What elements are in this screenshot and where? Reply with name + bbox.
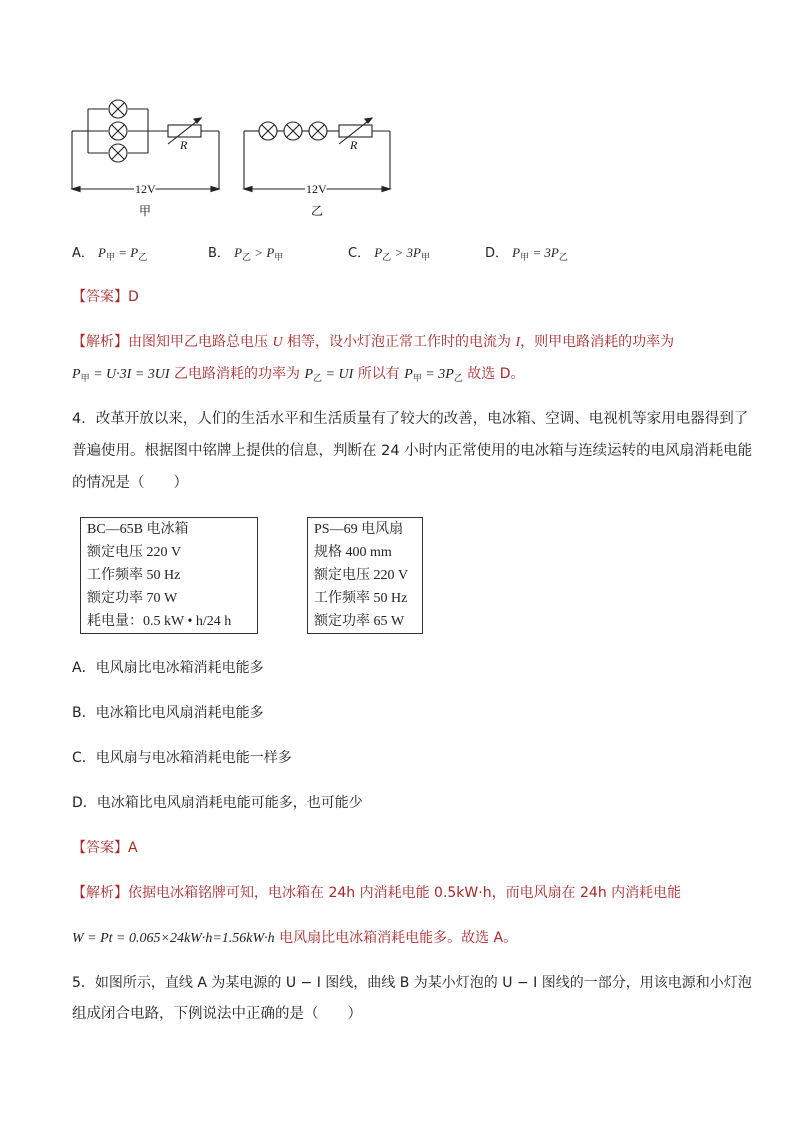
q4-option-d[interactable]: D．电冰箱比电风扇消耗电能可能多，也可能少 xyxy=(72,795,363,811)
formula-ratio: $P_甲 = 3P_乙$ xyxy=(404,367,463,383)
q3-answer xyxy=(72,287,139,307)
voltage-label-yi: 12V xyxy=(306,182,327,196)
q3-option-c[interactable]: C． $P_乙 > 3P_甲$ xyxy=(348,245,430,262)
answer-tag: 【答案】 xyxy=(72,289,128,305)
circuit-label-yi: 乙 xyxy=(311,204,324,218)
voltage-label-jia: 12V xyxy=(135,182,156,196)
q5-stem-line2: 组成闭合电路，下例说法中正确的是（ ） xyxy=(72,1006,362,1022)
q4-stem-line3: 的情况是（ ） xyxy=(72,475,188,491)
lamp-icon xyxy=(109,122,127,140)
answer-value: A xyxy=(128,840,138,856)
answer-tag: 【答案】 xyxy=(72,840,128,856)
nameplate-fridge: BC—65B 电冰箱 额定电压 220 V 工作频率 50 Hz 额定功率 70 W 耗电量：0.5 kW • h/24 h xyxy=(80,517,258,634)
lamp-icon xyxy=(284,122,302,140)
lamp-icon xyxy=(259,122,277,140)
formula-p-jia: $P_甲 = U\cdot 3I = 3UI$ xyxy=(72,367,170,383)
lamp-icon xyxy=(109,100,127,118)
q4-stem-line1: 4．改革开放以来，人们的生活水平和生活质量有了较大的改善，电冰箱、空调、电视机等家用电器得到了 xyxy=(72,411,749,427)
q3-option-d-expr: $P_甲 = 3P_乙$ xyxy=(512,245,568,262)
lamp-icon xyxy=(109,144,127,162)
q3-analysis-line2: $P_甲 = U\cdot 3I = 3UI$ 乙电路消耗的功率为 $P_乙$ = UI 所以有 $P_甲 = 3P_乙$ 故选 D。 xyxy=(72,366,525,383)
resistor-label-jia: R xyxy=(180,138,188,152)
q4-analysis-line1: 【解析】依据电冰箱铭牌可知，电冰箱在 24h 内消耗电能 0.5kW·h，而电风扇在 24h 内消耗电能 xyxy=(72,885,682,901)
lamp-icon xyxy=(309,122,327,140)
q3-option-b[interactable]: B． $P_乙 > P_甲$ xyxy=(208,245,284,262)
q3-option-a[interactable]: A． $P_甲 = P_乙$ xyxy=(72,245,148,262)
formula-energy: W = Pt = 0.065×24kW·h=1.56kW·h xyxy=(72,931,275,946)
circuit-label-jia: 甲 xyxy=(139,204,152,218)
q3-option-a-expr: $P_甲 = P_乙$ xyxy=(98,245,148,262)
circuit-jia xyxy=(72,100,219,192)
analysis-tag: 【解析】 xyxy=(72,885,128,901)
q3-option-b-expr: $P_乙 > P_甲$ xyxy=(234,245,284,262)
answer-value: D xyxy=(128,289,139,305)
q4-option-a[interactable]: A．电风扇比电冰箱消耗电能多 xyxy=(72,660,264,676)
q3-option-c-expr: $P_乙 > 3P_甲$ xyxy=(374,245,430,262)
q4-analysis-line2: W = Pt = 0.065×24kW·h=1.56kW·h 电风扇比电冰箱消耗电能多。故选 A。 xyxy=(72,930,518,946)
q3-option-d[interactable]: D． $P_甲 = 3P_乙$ xyxy=(485,245,568,262)
q4-answer xyxy=(72,838,138,858)
q3-analysis-line1: 【解析】由图知甲乙电路总电压 U 相等，设小灯泡正常工作时的电流为 I，则甲电路消耗的功率为 xyxy=(72,334,675,350)
q4-option-c[interactable]: C．电风扇与电冰箱消耗电能一样多 xyxy=(72,750,292,766)
q4-stem-line2: 普遍使用。根据图中铭牌上提供的信息，判断在 24 小时内正常使用的电冰箱与连续运转的电风扇消耗电能 xyxy=(72,443,753,459)
circuit-yi xyxy=(244,118,390,192)
q4-option-b[interactable]: B．电冰箱比电风扇消耗电能多 xyxy=(72,705,264,721)
nameplate-fan: PS—69 电风扇 规格 400 mm 额定电压 220 V 工作频率 50 Hz 额定功率 65 W xyxy=(307,517,423,634)
formula-p-yi: $P_乙$ = UI xyxy=(304,367,354,383)
circuit-diagrams xyxy=(60,92,410,222)
q5-stem-line1: 5．如图所示，直线 A 为某电源的 U − I 图线，曲线 B 为某小灯泡的 U − I 图线的一部分，用该电源和小灯泡 xyxy=(72,975,752,991)
resistor-label-yi: R xyxy=(350,138,358,152)
analysis-tag: 【解析】 xyxy=(72,334,128,350)
